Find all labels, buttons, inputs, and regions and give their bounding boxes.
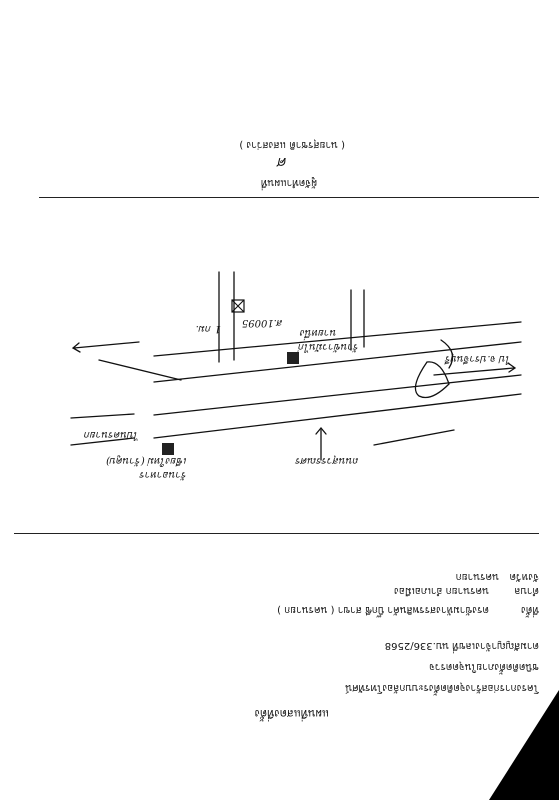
document-title: แผนที่แสดงที่ตั้ง — [254, 707, 329, 720]
province-value: นครนายก — [455, 571, 499, 582]
building-left-owner: เชียงใหม่ (ร้านคูบ) — [106, 455, 187, 466]
signature-label: ผู้จัดทำแผนที่ — [260, 177, 317, 188]
arrow-right-line — [434, 368, 514, 375]
side-road-left — [374, 430, 454, 445]
road-name: ถนนสุวรรณศร — [295, 455, 359, 466]
signature-mark: ศ — [278, 154, 287, 170]
pole-code: ส.10095 — [241, 317, 283, 328]
location-value: ตรงข้ามห้างสรรพสินค้า บิ๊กซี สาขา ( นครนายก ) — [277, 604, 489, 615]
arrow-right-head — [508, 363, 515, 372]
building-left-name: ร้านอาหาร — [139, 469, 187, 480]
direction-left-label: ไป จ.ปราจีนบุรี — [445, 353, 511, 364]
building-right-name: ร้านข้าวมันไก่ — [298, 341, 359, 352]
district-label: ตำบล — [514, 585, 539, 596]
signature-name: ( นายสุรชาติ แสงสว่าง ) — [239, 139, 345, 150]
building-right-marker — [287, 352, 299, 364]
side-road-right — [99, 360, 181, 380]
roundabout — [415, 362, 449, 398]
road-edge-6 — [71, 414, 134, 418]
location-label: ที่ตั้ง — [521, 604, 539, 615]
district-value: นครนายก อำเภอเมือง — [394, 585, 489, 596]
direction-right-label: ไปนครนายก — [84, 429, 139, 440]
contract-number: ตามสัญญาจ้างเลขที่ นบ.336/2568 — [384, 640, 539, 651]
project-line-1: โครงการก่อสร้างจุดติดตั้งระบบกล้องโทรทัศน์ — [345, 682, 539, 693]
road-edge-2 — [154, 375, 521, 415]
scan-shadow — [489, 690, 559, 800]
project-line-2: ชนิดติดตั้งภายในจุดตรวจ — [429, 661, 539, 672]
km-marker: 1 กม. — [195, 323, 221, 334]
arrow-left-line — [74, 342, 139, 348]
building-right-owner: นายหนึ่ง — [300, 327, 337, 338]
province-label: จังหวัด — [509, 571, 539, 582]
road-edge-1 — [154, 394, 521, 438]
